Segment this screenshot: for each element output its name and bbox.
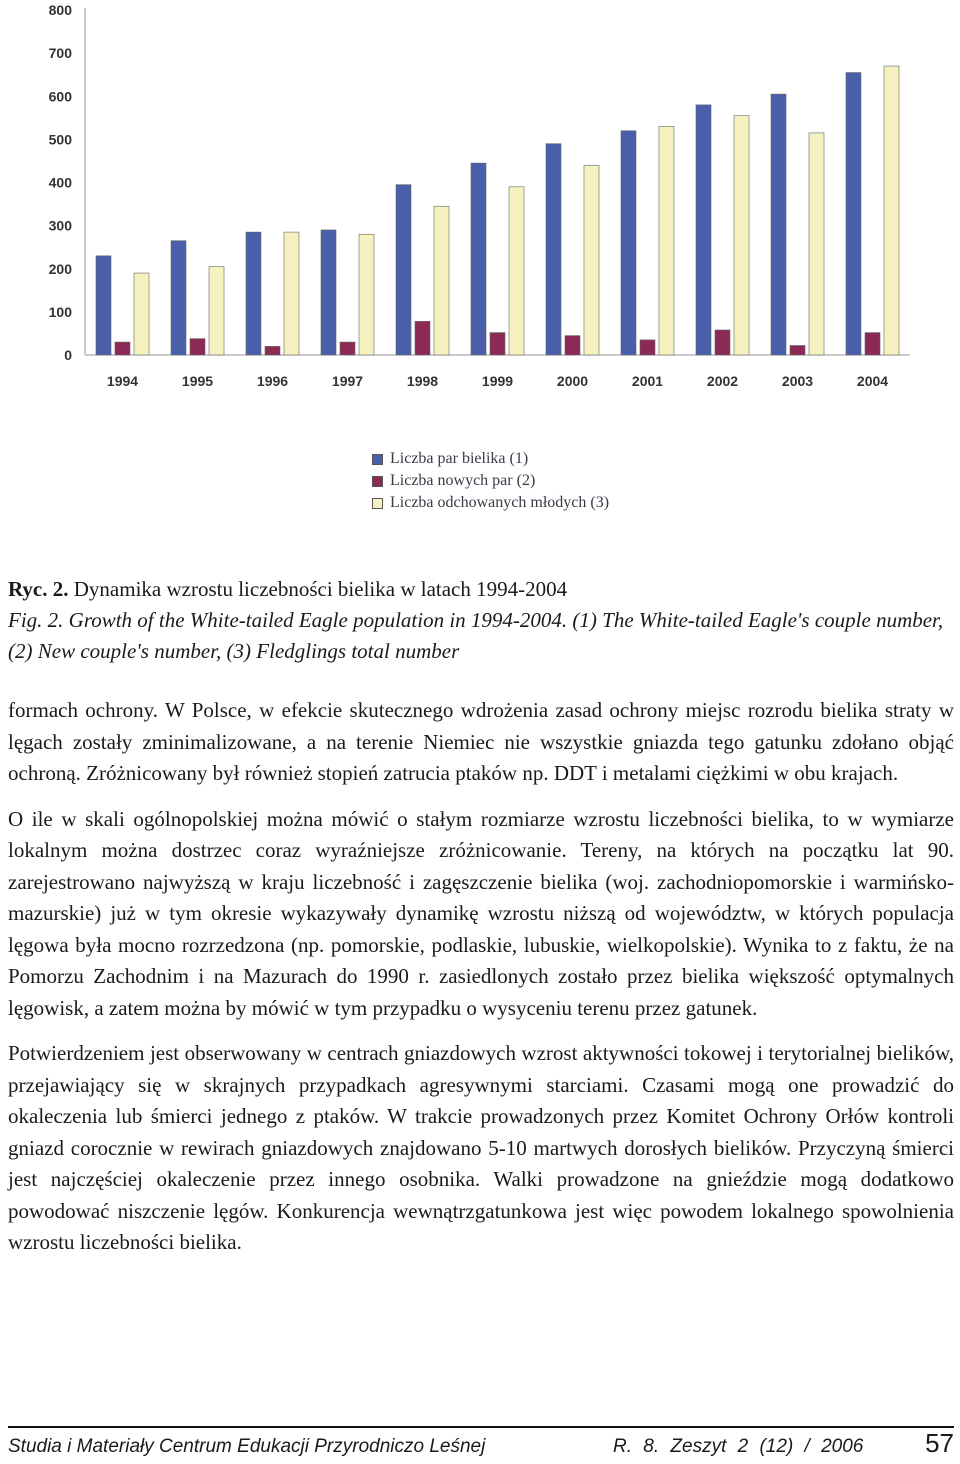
bar-pairs [171, 241, 186, 355]
bar-pairs [396, 185, 411, 355]
bar-pairs [771, 94, 786, 355]
bar-fledglings [434, 206, 449, 355]
footer-rule [8, 1426, 954, 1428]
x-tick-label: 1999 [481, 373, 514, 389]
legend-label-pairs: Liczba par bielika (1) [390, 450, 529, 467]
x-tick-label: 1998 [406, 373, 439, 389]
chart-legend [372, 448, 609, 514]
bar-pairs [696, 105, 711, 355]
x-tick-label: 1994 [106, 373, 139, 389]
bar-new-pairs [265, 346, 280, 355]
x-tick-label: 1995 [181, 373, 214, 389]
bar-pairs [246, 232, 261, 355]
y-tick-label: 500 [48, 131, 72, 148]
x-tick-label: 2000 [556, 373, 589, 389]
journal-title: Studia i Materiały Centrum Edukacji Przyrodniczo Leśnej [8, 1436, 486, 1457]
article-body [8, 695, 954, 1273]
bar-new-pairs [865, 333, 880, 355]
figure-caption [8, 574, 953, 667]
page-footer [8, 1428, 954, 1464]
legend-label-fledglings: Liczba odchowanych młodych (3) [390, 494, 610, 511]
bar-fledglings [209, 267, 224, 355]
y-tick-label: 400 [48, 174, 72, 191]
bar-new-pairs [640, 340, 655, 355]
bar-new-pairs [490, 333, 505, 355]
bar-fledglings [134, 273, 149, 355]
bar-new-pairs [565, 336, 580, 355]
y-tick-label: 800 [48, 2, 72, 18]
page-number: 57 [925, 1428, 954, 1458]
y-tick-label: 700 [48, 45, 72, 62]
bar-pairs [96, 256, 111, 355]
legend-swatch-fledglings [372, 498, 383, 509]
caption-polish [8, 574, 953, 605]
bar-new-pairs [715, 330, 730, 355]
legend-item-pairs [372, 448, 609, 470]
bar-new-pairs [190, 339, 205, 355]
x-tick-label: 1997 [331, 373, 364, 389]
bar-fledglings [359, 234, 374, 355]
bar-pairs [546, 144, 561, 355]
x-tick-label: 2001 [631, 373, 664, 389]
caption-polish-text: Dynamika wzrostu liczebności bielika w latach 1994-2004 [68, 577, 568, 601]
legend-item-new-pairs [372, 470, 609, 492]
bar-fledglings [284, 232, 299, 355]
bar-fledglings [509, 187, 524, 355]
x-tick-label: 1996 [256, 373, 289, 389]
legend-swatch-pairs [372, 454, 383, 465]
paragraph-2: O ile w skali ogólnopolskiej można mówić o stałym rozmiarze wzrostu liczebności bielika, to w wymiarze lokalnym można dostrzec coraz wyraźniejsze zróżnicowanie. Tereny, na których na początku lat 90. zarejestrowano najwyższą w kraju liczebność i zagęszczenie bielika (woj. zachodniopomorskie i warmińsko-mazurskie) już w tym okresie wykazywały dynamikę wzrostu niższą od województw, w których populacja lęgowa była mocno rozrzedzona (np. pomorskie, podlaskie, lubuskie, wielkopolskie). Wynika to z faktu, że na Pomorzu Zachodnim i na Mazurach do 1990 r. zasiedlonych zostało przez bielika większość optymalnych lęgowisk, a zatem można by mówić w tym przypadku o wysyceniu terenu przez gatunek. [8, 806, 954, 1020]
bar-pairs [621, 131, 636, 355]
x-tick-label: 2003 [781, 373, 814, 389]
bar-fledglings [809, 133, 824, 355]
caption-label: Ryc. 2. [8, 577, 69, 601]
paragraph-1: formach ochrony. W Polsce, w efekcie skutecznego wdrożenia zasad ochrony miejsc rozrodu bielika straty w lęgach zostały zminimalizowane, a na terenie Niemiec nie wszystkie gniazda tego gatunku zdołano objąć ochroną. Zróżnicowany był również stopień zatrucia ptaków np. DDT i metalami ciężkimi w obu krajach. [8, 698, 954, 785]
bar-new-pairs [790, 346, 805, 355]
y-tick-label: 600 [48, 88, 72, 105]
bar-new-pairs [415, 321, 430, 355]
bar-new-pairs [115, 342, 130, 355]
caption-english: Fig. 2. Growth of the White-tailed Eagle population in 1994-2004. (1) The White-tailed Eagle's couple number, (2) New couple's number, (3) Fledglings total number [8, 608, 944, 663]
bar-fledglings [734, 116, 749, 355]
y-tick-label: 300 [48, 217, 72, 234]
legend-item-fledglings [372, 492, 609, 514]
x-tick-label: 2002 [706, 373, 739, 389]
bar-pairs [471, 163, 486, 355]
bar-new-pairs [340, 342, 355, 355]
bar-fledglings [884, 66, 899, 355]
bar-fledglings [659, 126, 674, 355]
bar-chart [0, 0, 960, 400]
bar-pairs [846, 73, 861, 355]
legend-label-new-pairs: Liczba nowych par (2) [390, 472, 536, 489]
bar-fledglings [584, 165, 599, 355]
x-tick-label: 2004 [856, 373, 889, 389]
y-tick-label: 0 [64, 347, 72, 363]
y-tick-label: 100 [48, 303, 72, 320]
issue-info: R. 8. Zeszyt 2 (12) / 2006 [613, 1436, 864, 1457]
legend-swatch-new-pairs [372, 476, 383, 487]
y-tick-label: 200 [48, 260, 72, 277]
paragraph-3: Potwierdzeniem jest obserwowany w centrach gniazdowych wzrost aktywności tokowej i terytorialnej bielików, przejawiający się w skrajnych przypadkach agresywnymi starciami. Czasami mogą one prowadzić do okaleczenia lub śmierci jednego z ptaków. W trakcie prowadzonych przez Komitet Ochrony Orłów kontroli gniazd corocznie w rewirach gniazdowych znajdowano 5-10 martwych dorosłych bielików. Przyczyną śmierci jest najczęściej okaleczenie przez innego osobnika. Walki prowadzone na gnieździe mogą dodatkowo powodować niszczenie lęgów. Konkurencja wewnątrzgatunkowa jest więc powodem lokalnego spowolnienia wzrostu liczebności bielika. [8, 1041, 954, 1254]
bar-pairs [321, 230, 336, 355]
